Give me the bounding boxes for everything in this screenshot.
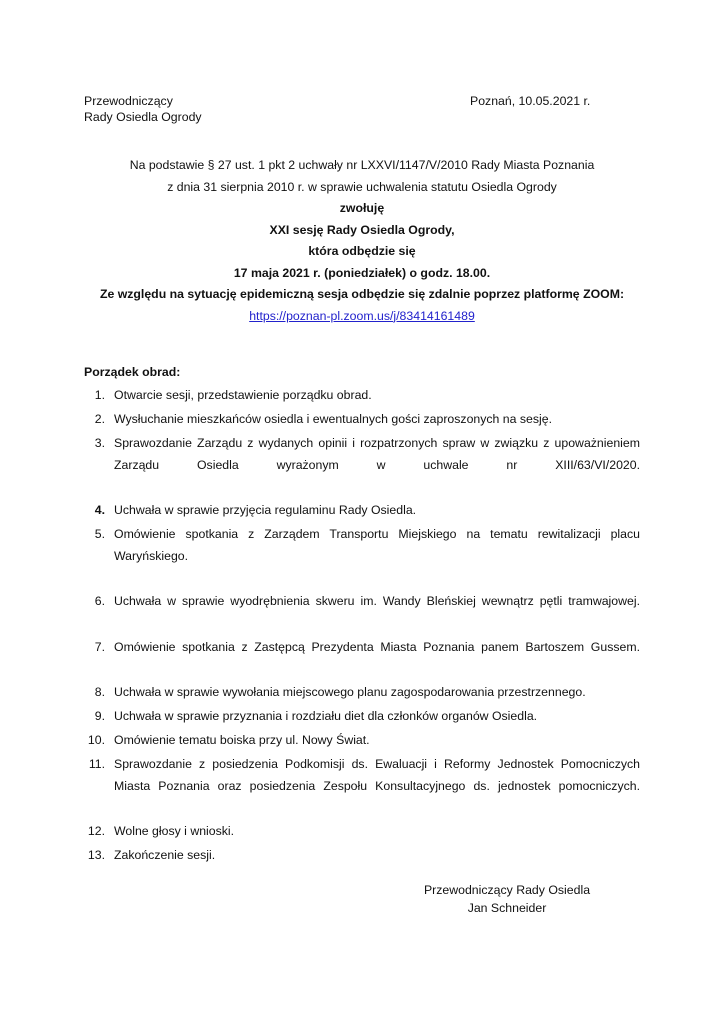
- agenda-item: [84, 385, 640, 407]
- agenda-item-marker: 7.: [94, 639, 105, 654]
- agenda-item: [84, 682, 640, 704]
- agenda-item-marker: 13.: [87, 848, 105, 862]
- intro-line-4: XXI sesję Rady Osiedla Ogrody,: [269, 222, 455, 237]
- letterhead: [84, 94, 640, 134]
- intro-line-3: zwołuję: [339, 201, 385, 215]
- agenda-list: [84, 385, 640, 867]
- agenda-item-marker: 11.: [88, 757, 105, 771]
- agenda-item: [84, 845, 640, 867]
- agenda-item-text: Omówienie spotkania z Zastępcą Prezydenta Miasta Poznania panem Bartoszem Gussem.: [114, 639, 640, 654]
- agenda-item-text: Uchwała w sprawie przyznania i rozdziału diet dla członków organów Osiedla.: [114, 709, 538, 723]
- sender-line-1: Przewodniczący: [84, 94, 173, 108]
- agenda-item-marker: 2.: [94, 412, 105, 426]
- signature-block: [84, 881, 640, 917]
- sender-line-2: Rady Osiedla Ogrody: [84, 109, 202, 124]
- intro-line-2: z dnia 31 sierpnia 2010 r. w sprawie uchwalenia statutu Osiedla Ogrody: [167, 179, 557, 194]
- agenda-item-text: Wysłuchanie mieszkańców osiedla i ewentualnych gości zaproszonych na sesję.: [114, 412, 553, 426]
- agenda-item-marker: 6.: [94, 594, 105, 608]
- intro-line-6: 17 maja 2021 r. (poniedziałek) o godz. 18.00.: [233, 265, 491, 280]
- signature-title: Przewodniczący Rady Osiedla: [423, 882, 591, 897]
- agenda-item-text: Uchwała w sprawie wywołania miejscowego planu zagospodarowania przestrzennego.: [114, 685, 586, 699]
- intro-line-7: Ze względu na sytuację epidemiczną sesja odbędzie się zdalnie poprzez platformę ZOOM:: [99, 287, 625, 301]
- agenda-item-text: Omówienie tematu boiska przy ul. Nowy Świat.: [114, 733, 370, 747]
- agenda-item-marker: 10.: [87, 733, 105, 747]
- signature-name: Jan Schneider: [467, 900, 547, 915]
- agenda-item-text: Otwarcie sesji, przedstawienie porządku obrad.: [114, 388, 372, 402]
- intro-line-5: która odbędzie się: [308, 244, 416, 258]
- agenda-item: [84, 821, 640, 843]
- agenda-item: [84, 524, 640, 589]
- agenda-item-text: Wolne głosy i wnioski.: [114, 824, 235, 838]
- agenda-item: [84, 706, 640, 728]
- agenda-item-marker: 8.: [94, 685, 105, 699]
- agenda-item: [84, 637, 640, 680]
- sender-block: [84, 94, 202, 125]
- agenda-item: [84, 500, 640, 522]
- place-and-date: Poznań, 10.05.2021 r.: [470, 94, 591, 108]
- agenda-item-marker: 4.: [94, 503, 105, 517]
- agenda-item-marker: 9.: [94, 709, 105, 723]
- agenda-item: [84, 730, 640, 752]
- agenda-item-text: Omówienie spotkania z Zarządem Transportu Miejskiego na tematu rewitalizacji placu Waryńskiego.: [114, 527, 640, 563]
- zoom-meeting-link[interactable]: https://poznan-pl.zoom.us/j/83414161489: [249, 308, 475, 323]
- agenda-item-text: Sprawozdanie z posiedzenia Podkomisji ds. Ewaluacji i Reformy Jednostek Pomocniczych Miasta Poznania oraz posiedzenia Zespołu Konsultacyjnego ds. jednostek pomocniczych.: [114, 757, 640, 793]
- zoom-link-line: [84, 306, 640, 328]
- agenda-item-marker: 1.: [94, 388, 105, 402]
- intro-line-1: Na podstawie § 27 ust. 1 pkt 2 uchwały nr LXXVI/1147/V/2010 Rady Miasta Poznania: [129, 158, 595, 172]
- agenda-item-text: Uchwała w sprawie wyodrębnienia skweru im. Wandy Bleńskiej wewnątrz pętli tramwajowej.: [114, 594, 640, 608]
- agenda-item-marker: 5.: [94, 527, 105, 541]
- agenda-item: [84, 409, 640, 431]
- agenda-item-marker: 3.: [94, 436, 105, 450]
- agenda-item-marker: 12.: [87, 824, 105, 838]
- agenda-item: [84, 754, 640, 819]
- document-body: [84, 94, 640, 917]
- agenda-item-text: Zakończenie sesji.: [114, 848, 216, 862]
- intro-block: [84, 155, 640, 306]
- agenda-heading: Porządek obrad:: [84, 365, 181, 379]
- agenda-item: [84, 591, 640, 634]
- agenda-item: [84, 433, 640, 498]
- agenda-item-text: Sprawozdanie Zarządu z wydanych opinii i rozpatrzonych spraw w związku z upoważnieniem Zarządu Osiedla wyrażonym w uchwale nr XIII/63/VI/2020.: [114, 436, 640, 472]
- agenda-item-text: Uchwała w sprawie przyjęcia regulaminu Rady Osiedla.: [114, 503, 417, 517]
